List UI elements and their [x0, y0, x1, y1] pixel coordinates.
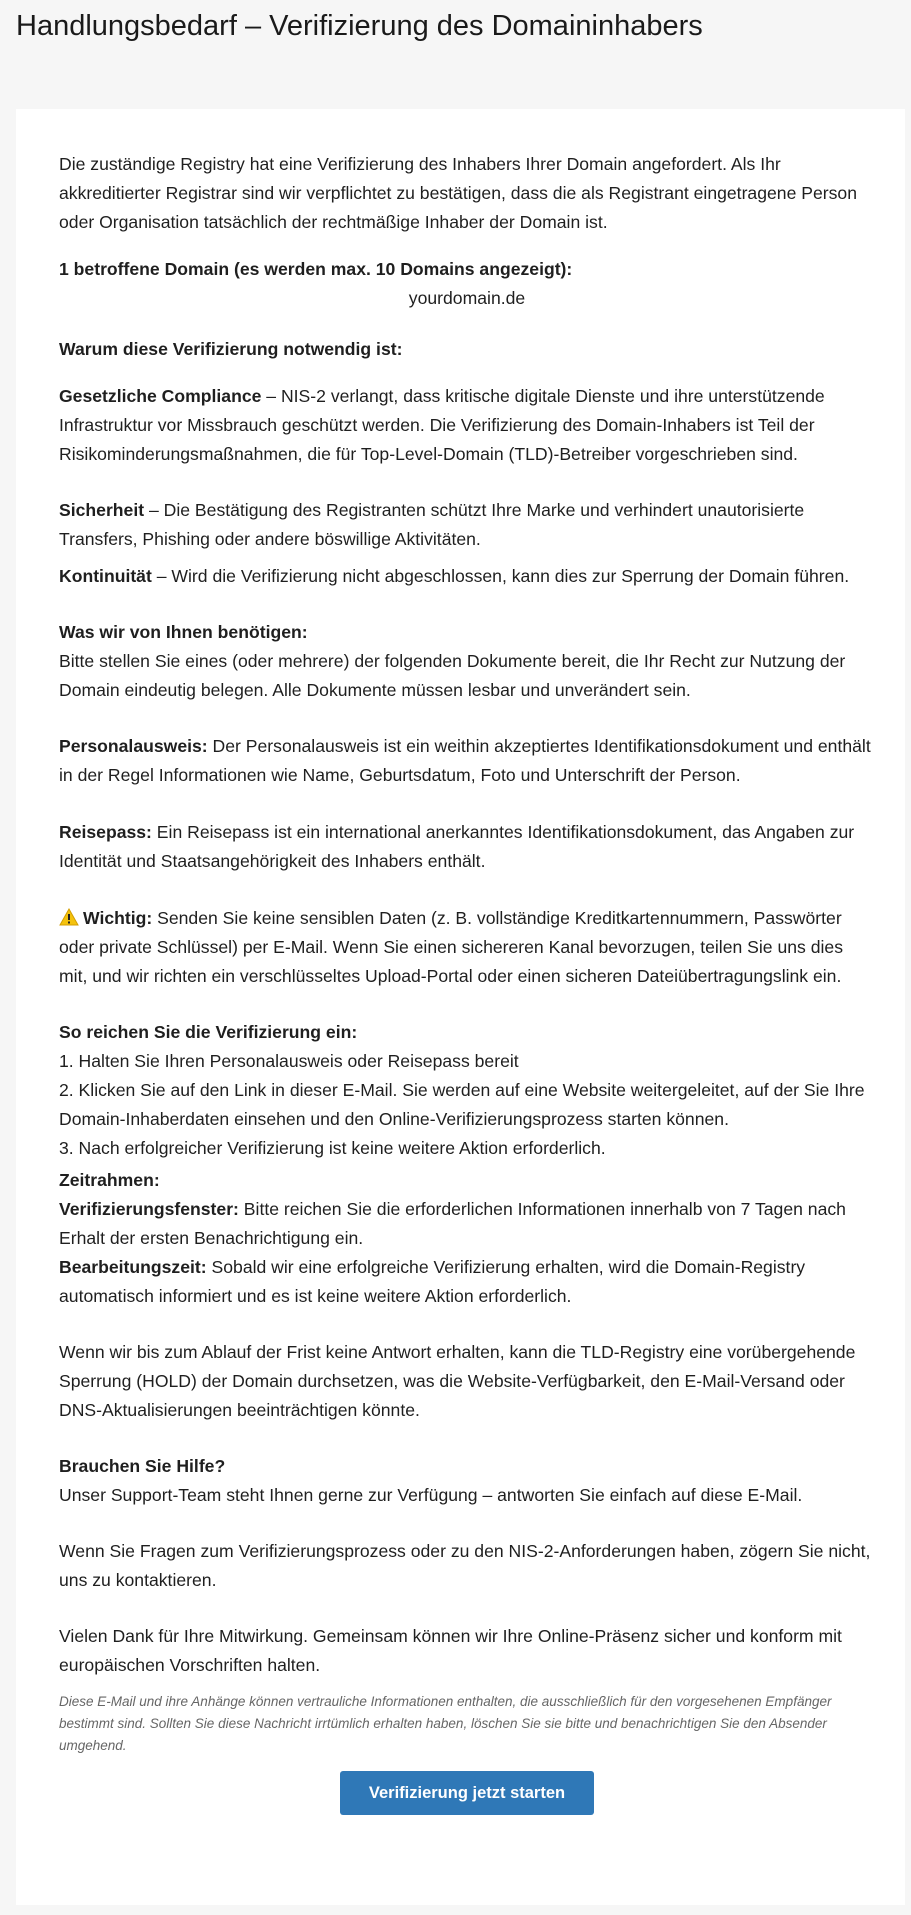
document-text: Ein Reisepass ist ein international anerkanntes Identifikationsdokument, das Angaben zur Identität und Staatsangehörigkeit des Inhabers enthält.	[59, 822, 855, 871]
timeframe-window-label: Verifizierungsfenster:	[59, 1199, 239, 1219]
affected-domains-heading: 1 betroffene Domain (es werden max. 10 Domains angezeigt):	[59, 259, 573, 279]
help-heading: Brauchen Sie Hilfe?	[59, 1456, 226, 1476]
thanks-text: Vielen Dank für Ihre Mitwirkung. Gemeinsam können wir Ihre Online-Präsenz sicher und konform mit europäischen Vorschriften halten.	[59, 1626, 842, 1675]
timeframe-processing-text: Sobald wir eine erfolgreiche Verifizierung erhalten, wird die Domain-Registry automatisch informiert und es ist keine weitere Aktion erforderlich.	[59, 1257, 806, 1306]
document-label: Reisepass:	[59, 822, 152, 842]
need-text: Bitte stellen Sie eines (oder mehrere) der folgenden Dokumente bereit, die Ihr Recht zur Nutzung der Domain eindeutig belegen. Alle Dokumente müssen lesbar und unverändert sein.	[59, 651, 846, 700]
questions-text: Wenn Sie Fragen zum Verifizierungsprozess oder zu den NIS-2-Anforderungen haben, zögern Sie nicht, uns zu kontaktieren.	[59, 1541, 871, 1590]
document-text: Der Personalausweis ist ein weithin akzeptiertes Identifikationsdokument und enthält in der Regel Informationen wie Name, Geburtsdatum, Foto und Unterschrift der Person.	[59, 736, 871, 785]
submit-heading: So reichen Sie die Verifizierung ein:	[59, 1022, 358, 1042]
warning-text: Senden Sie keine sensiblen Daten (z. B. vollständige Kreditkartennummern, Passwörter oder private Schlüssel) per E-Mail. Wenn Sie einen sichereren Kanal bevorzugen, teilen Sie uns dies mit, und wir richten ein verschlüsseltes Upload-Portal oder einen sicheren Dateiübertragungslink ein.	[59, 908, 844, 986]
why-item-security	[59, 496, 875, 554]
why-item-label: Kontinuität	[59, 566, 152, 586]
why-item-label: Gesetzliche Compliance	[59, 386, 262, 406]
page-title: Handlungsbedarf – Verifizierung des Domaininhabers	[16, 10, 703, 42]
why-item-continuity	[59, 562, 875, 591]
submit-step: 1. Halten Sie Ihren Personalausweis oder Reisepass bereit	[59, 1051, 519, 1071]
why-item-compliance	[59, 382, 875, 469]
consequence-text: Wenn wir bis zum Ablauf der Frist keine Antwort erhalten, kann die TLD-Registry eine vorübergehende Sperrung (HOLD) der Domain durchsetzen, was die Website-Verfügbarkeit, den E-Mail-Versand oder DNS-Aktualisierungen beeinträchtigen könnte.	[59, 1342, 856, 1420]
document-passport	[59, 818, 875, 876]
submit-step: 2. Klicken Sie auf den Link in dieser E-Mail. Sie werden auf eine Website weitergeleitet, auf der Sie Ihre Domain-Inhaberdaten einsehen und den Online-Verifizierungsprozess starten können.	[59, 1080, 865, 1129]
why-item-label: Sicherheit	[59, 500, 145, 520]
warning-note	[59, 904, 875, 991]
submit-steps	[59, 1047, 875, 1163]
warning-label: Wichtig:	[83, 908, 153, 928]
email-body	[59, 150, 875, 1815]
why-heading: Warum diese Verifizierung notwendig ist:	[59, 339, 403, 359]
timeframe-window-text: Bitte reichen Sie die erforderlichen Informationen innerhalb von 7 Tagen nach Erhalt der ersten Benachrichtigung ein.	[59, 1199, 846, 1248]
disclaimer: Diese E-Mail und ihre Anhänge können vertrauliche Informationen enthalten, die ausschließlich für den vorgesehenen Empfänger bestimmt sind. Sollten Sie diese Nachricht irrtümlich erhalten haben, löschen Sie sie bitte und benachrichtigen Sie den Absender umgehend.	[59, 1694, 832, 1753]
document-label: Personalausweis:	[59, 736, 208, 756]
why-item-text: – Die Bestätigung des Registranten schützt Ihre Marke und verhindert unautorisierte Transfers, Phishing oder andere böswillige Aktivitäten.	[59, 500, 805, 549]
cta-wrap	[59, 1771, 875, 1815]
affected-domain: yourdomain.de	[408, 288, 526, 308]
why-item-text: – NIS-2 verlangt, dass kritische digitale Dienste und ihre unterstützende Infrastruktur vor Missbrauch geschützt werden. Die Verifizierung des Domain-Inhabers ist Teil der Risikominderungsmaßnahmen, die für Top-Level-Domain (TLD)-Betreiber vorgeschrieben sind.	[59, 386, 825, 464]
help-text: Unser Support-Team steht Ihnen gerne zur Verfügung – antworten Sie einfach auf diese E-Mail.	[59, 1485, 803, 1505]
need-heading: Was wir von Ihnen benötigen:	[59, 622, 308, 642]
timeframe-processing-label: Bearbeitungszeit:	[59, 1257, 207, 1277]
timeframe-window	[59, 1195, 875, 1253]
submit-step: 3. Nach erfolgreicher Verifizierung ist keine weitere Aktion erforderlich.	[59, 1138, 606, 1158]
warning-icon	[59, 908, 79, 926]
timeframe-processing	[59, 1253, 875, 1311]
intro-text: Die zuständige Registry hat eine Verifizierung des Inhabers Ihrer Domain angefordert. Als Ihr akkreditierter Registrar sind wir verpflichtet zu bestätigen, dass die als Registrant eingetragene Person oder Organisation tatsächlich der rechtmäßige Inhaber der Domain ist.	[59, 154, 857, 232]
document-id-card	[59, 732, 875, 790]
email-card	[16, 109, 905, 1905]
timeframe-heading: Zeitrahmen:	[59, 1170, 160, 1190]
why-item-text: – Wird die Verifizierung nicht abgeschlossen, kann dies zur Sperrung der Domain führen.	[151, 566, 850, 586]
start-verification-button[interactable]: Verifizierung jetzt starten	[340, 1771, 594, 1815]
